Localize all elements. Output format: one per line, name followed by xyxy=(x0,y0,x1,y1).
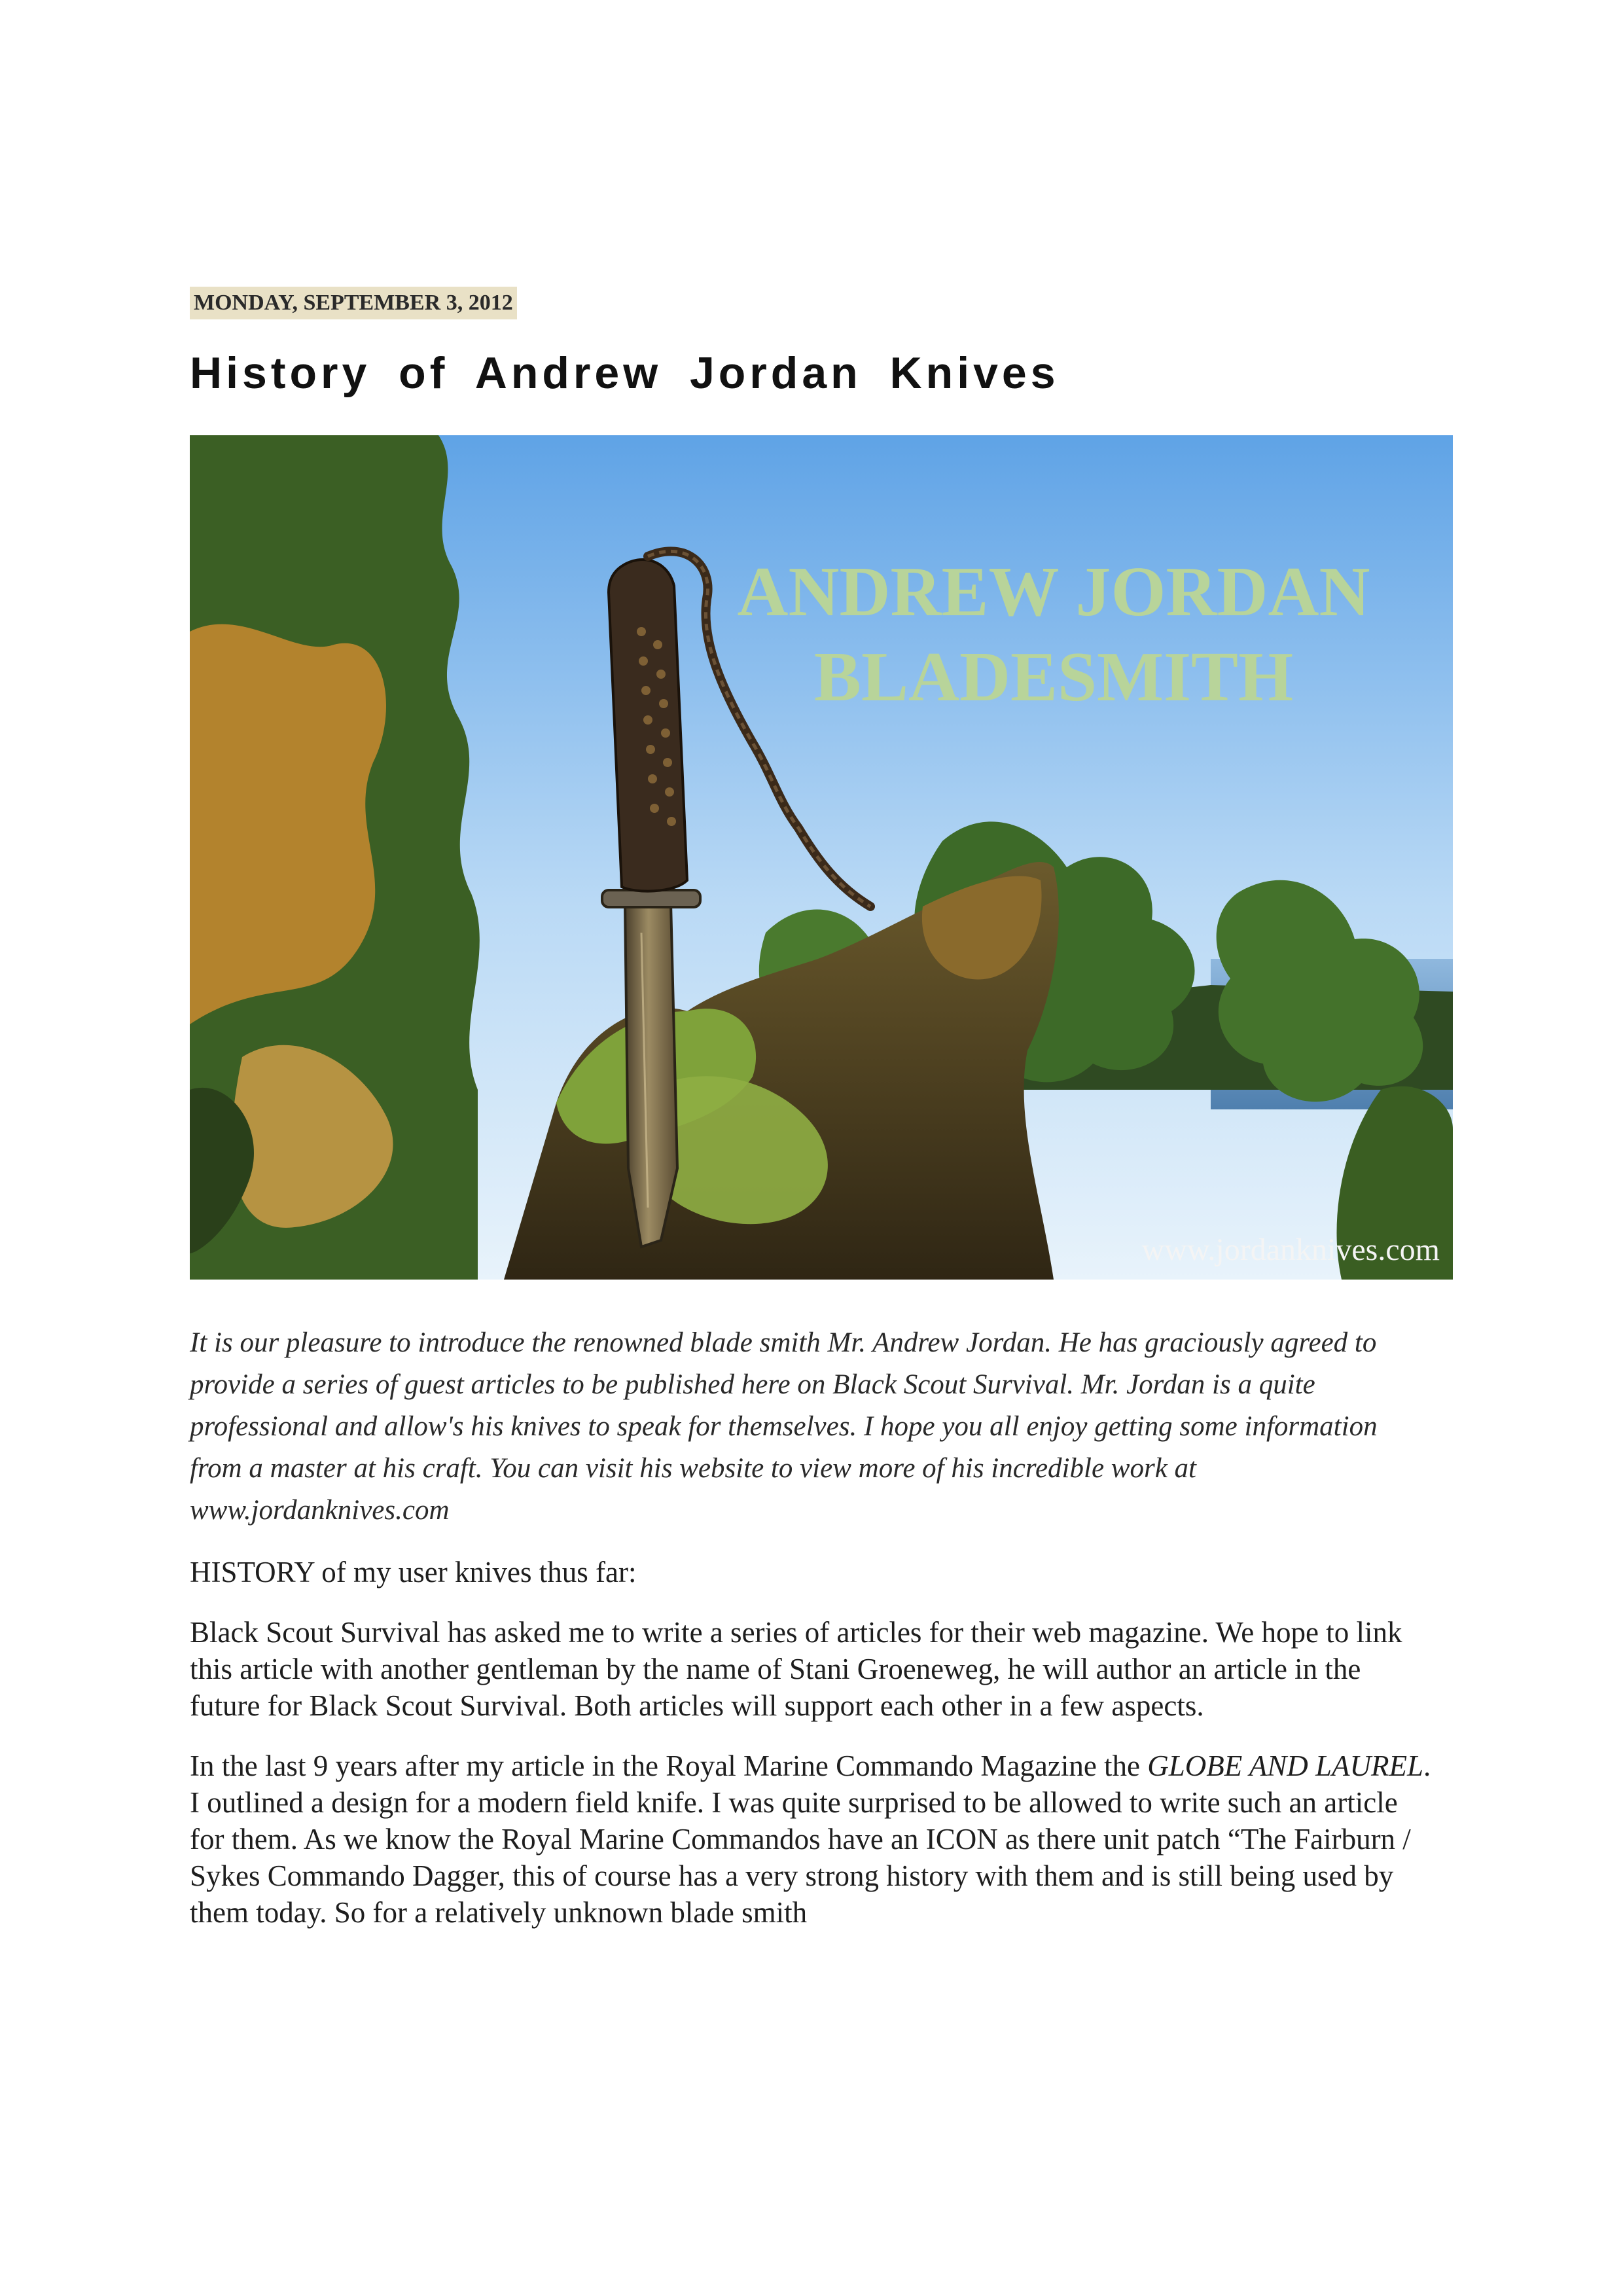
magazine-title: GLOBE AND LAUREL xyxy=(1147,1749,1423,1782)
intro-paragraph: It is our pleasure to introduce the renowned blade smith Mr. Andrew Jordan. He has graciously agreed to provide a series of guest articles to be published here on Black Scout Survival. Mr. Jordan is a quite professional and allow's his knives to speak for themselves. I hope you all enjoy getting some information from a master at his craft. You can visit his website to view more of his incredible work at www.jordanknives.com xyxy=(190,1327,1378,1526)
hero-overlay-title: ANDREW JORDAN xyxy=(737,553,1370,631)
hero-image xyxy=(190,435,1453,1280)
post-title: History of Andrew Jordan Knives xyxy=(190,348,1060,398)
article-body xyxy=(190,1322,1433,1931)
hero-watermark: www.jordanknives.com xyxy=(1141,1232,1440,1267)
history-heading: HISTORY of my user knives thus far: xyxy=(190,1556,637,1588)
paragraph-2-end: . I outlined a design for a modern field knife. I was quite surprised to be allowed to write such an article for them. As we know the Royal Marine Commandos have an ICON as there unit patch “The Fairburn / Sykes Commando Dagger, this of course has a very strong history with them and is still being used by them today. So for a relatively unknown blade smith xyxy=(190,1749,1431,1929)
hero-overlay-subtitle: BLADESMITH xyxy=(813,638,1294,716)
paragraph-1: Black Scout Survival has asked me to write a series of articles for their web magazine. We hope to link this article with another gentleman by the name of Stani Groeneweg, he will author an article in the future for Black Scout Survival. Both articles will support each other in a few aspects. xyxy=(190,1616,1402,1722)
post-date: MONDAY, SEPTEMBER 3, 2012 xyxy=(190,287,517,319)
paragraph-2-start: In the last 9 years after my article in the Royal Marine Commando Magazine the xyxy=(190,1749,1148,1782)
paragraph-2 xyxy=(190,1748,1433,1931)
knife-photo xyxy=(190,435,1453,1280)
